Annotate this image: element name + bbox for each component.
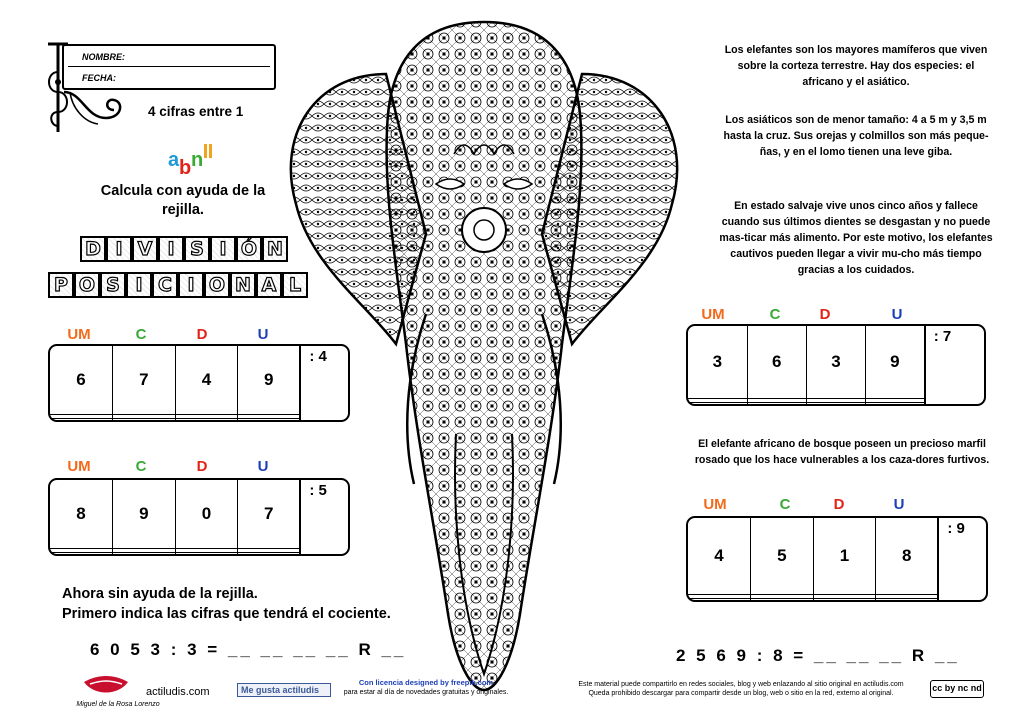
site-name: actiludis.com <box>146 686 210 698</box>
title-letter: N <box>230 272 256 298</box>
title-letter: C <box>152 272 178 298</box>
answer-cell[interactable] <box>806 402 865 404</box>
svg-text:a: a <box>168 149 180 171</box>
header-u: U <box>893 496 905 513</box>
svg-text:b: b <box>179 157 192 179</box>
digit-cell: 7 <box>113 346 176 415</box>
nombre-label: NOMBRE: <box>82 52 125 62</box>
header-c: C <box>135 458 147 475</box>
header-u: U <box>257 326 269 343</box>
paragraph-4: El elefante africano de bosque poseen un precioso marfil rosado que los hace vulnerables a los caza-dores furtivos. <box>694 438 990 466</box>
digit-cell: 6 <box>747 326 806 399</box>
fecha-label: FECHA: <box>82 73 116 83</box>
title-letter: I <box>210 236 236 262</box>
header-um: UM <box>703 496 727 513</box>
title-letter: V <box>132 236 158 262</box>
divisor: : 5 <box>300 480 348 554</box>
digit-cell: 9 <box>238 346 301 415</box>
answer-cell[interactable] <box>751 598 814 600</box>
header-um: UM <box>67 458 91 475</box>
answer-cell[interactable] <box>866 402 925 404</box>
answer-cell[interactable] <box>238 418 301 420</box>
digit-cell: 9 <box>113 480 176 549</box>
bottom-line-1: Ahora sin ayuda de la rejilla. <box>62 586 258 602</box>
header-d: D <box>819 306 831 323</box>
bottom-line-2: Primero indica las cifras que tendrá el cociente. <box>62 606 391 622</box>
equation-1: 6 0 5 3 : 3 = __ __ __ __ R __ <box>90 640 407 659</box>
header-c: C <box>135 326 147 343</box>
answer-cell[interactable] <box>747 402 806 404</box>
header-d: D <box>833 496 845 513</box>
answer-cell[interactable] <box>175 552 238 554</box>
author-signature: Miguel de la Rosa Lorenzo <box>76 701 160 708</box>
paragraph-1: Los elefantes son los mayores mamíferos que viven sobre la corteza terrestre. Hay dos especies: el africano y el asiático. <box>724 44 988 88</box>
header-u: U <box>891 306 903 323</box>
divisor: : 4 <box>300 346 348 420</box>
instruction-text: Calcula con ayuda de la rejilla. <box>100 183 266 218</box>
title-letter: I <box>106 236 132 262</box>
digit-cell: 8 <box>876 518 939 594</box>
license-line-1: Con licencia designed by freepik.com <box>358 678 494 687</box>
digit-cell: 0 <box>175 480 238 549</box>
division-grid-4 <box>686 516 988 602</box>
division-grid-2 <box>48 478 350 556</box>
header-d: D <box>196 458 208 475</box>
digit-cell: 3 <box>806 326 865 399</box>
share-line-1: Este material puede compartirlo en redes sociales, blog y web enlazando al sitio original en actiludis.com <box>578 681 904 688</box>
header-um: UM <box>67 326 91 343</box>
answer-cell[interactable] <box>113 418 176 420</box>
abn-logo <box>166 136 216 180</box>
name-date-sign <box>62 44 276 90</box>
license-line-2: para estar al día de novedades gratuitas y originales. <box>343 689 509 696</box>
scroll-ornament <box>62 88 142 128</box>
header-d: D <box>196 326 208 343</box>
answer-cell[interactable] <box>113 552 176 554</box>
title-letter: Ó <box>236 236 262 262</box>
answer-cell[interactable] <box>238 552 301 554</box>
digit-cell: 7 <box>238 480 301 549</box>
title-posicional <box>48 272 308 298</box>
answer-cell[interactable] <box>50 418 113 420</box>
digit-cell: 6 <box>50 346 113 415</box>
bottom-instructions <box>62 584 391 624</box>
division-grid-1 <box>48 344 350 422</box>
answer-cell[interactable] <box>688 402 747 404</box>
header-c: C <box>779 496 791 513</box>
svg-text:n: n <box>191 149 204 171</box>
title-letter: I <box>126 272 152 298</box>
title-letter: S <box>184 236 210 262</box>
title-letter: O <box>74 272 100 298</box>
facebook-like-button[interactable]: Me gusta actiludis <box>237 683 331 697</box>
answer-cell[interactable] <box>50 552 113 554</box>
digit-cell: 4 <box>688 518 751 594</box>
header-u: U <box>257 458 269 475</box>
title-letter: I <box>158 236 184 262</box>
header-um: UM <box>701 306 725 323</box>
divisor: : 9 <box>938 518 986 600</box>
division-grid-3 <box>686 324 986 406</box>
title-letter: L <box>282 272 308 298</box>
answer-cell[interactable] <box>813 598 876 600</box>
subtitle: 4 cifras entre 1 <box>148 104 244 119</box>
title-division <box>80 236 288 262</box>
answer-cell[interactable] <box>175 418 238 420</box>
answer-cell[interactable] <box>688 598 751 600</box>
digit-cell: 5 <box>751 518 814 594</box>
digit-cell: 9 <box>866 326 925 399</box>
title-letter: I <box>178 272 204 298</box>
digit-cell: 3 <box>688 326 747 399</box>
equation-2: 2 5 6 9 : 8 = __ __ __ R __ <box>676 646 960 665</box>
digit-cell: 1 <box>813 518 876 594</box>
divisor: : 7 <box>925 326 984 404</box>
paragraph-2: Los asiáticos son de menor tamaño: 4 a 5 m y 3,5 m hasta la cruz. Sus orejas y colmillos son más peque-ñas, y en el lomo tienen una leve giba. <box>723 114 989 158</box>
title-letter: N <box>262 236 288 262</box>
title-letter: S <box>100 272 126 298</box>
title-letter: D <box>80 236 106 262</box>
creative-commons-badge: cc by nc nd <box>930 680 984 698</box>
answer-cell[interactable] <box>876 598 939 600</box>
digit-cell: 4 <box>175 346 238 415</box>
title-letter: O <box>204 272 230 298</box>
digit-cell: 8 <box>50 480 113 549</box>
share-line-2: Queda prohibido descargar para compartir desde un blog, web o sitio en la red, externo al original. <box>588 690 894 697</box>
title-letter: P <box>48 272 74 298</box>
title-letter: A <box>256 272 282 298</box>
header-c: C <box>769 306 781 323</box>
paragraph-3: En estado salvaje vive unos cinco años y fallece cuando sus últimos dientes se desgastan y no puede mas-ticar más alimento. Por este motivo, los elefantes cautivos pueden llegar a vivir mu-cho más tiempo gracias a los cuidados. <box>719 200 993 276</box>
